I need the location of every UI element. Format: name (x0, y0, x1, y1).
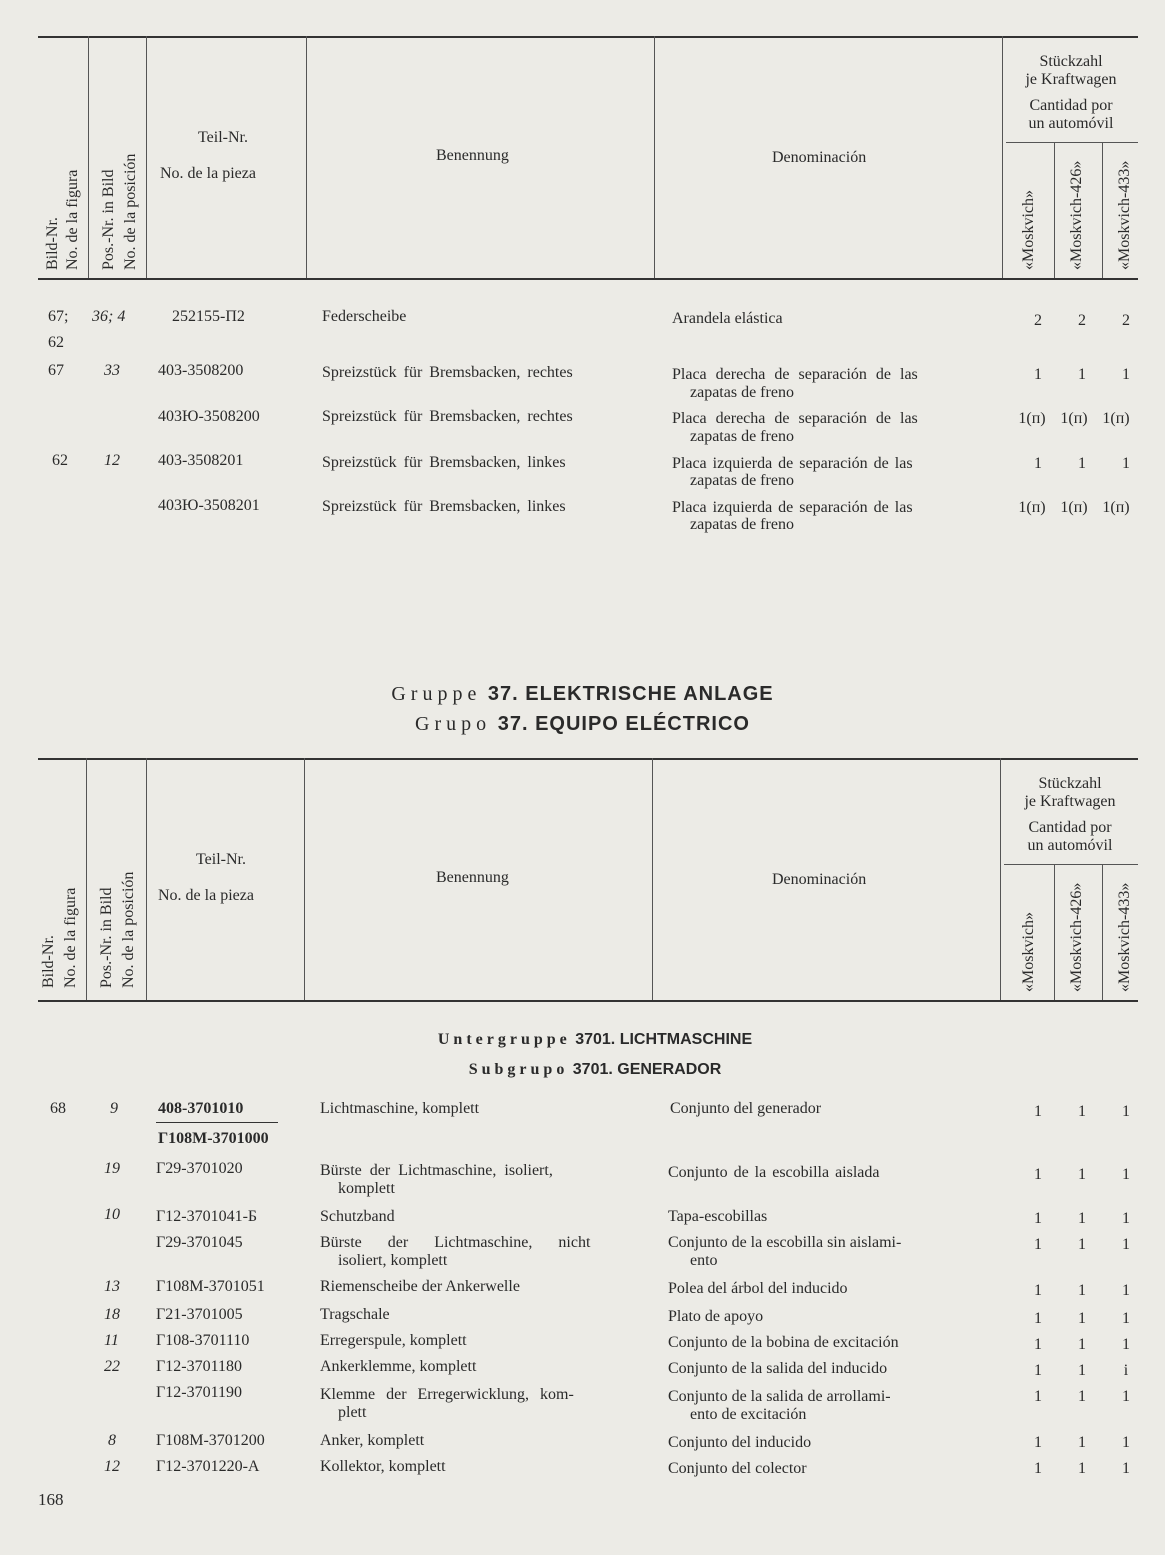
subgroup-name-de: 3701. LICHTMASCHINE (575, 1031, 753, 1048)
stueckzahl-label: Stückzahl (1038, 775, 1102, 792)
no-figura-label: No. de la figura (64, 169, 81, 270)
qty-moskvich-433: 1(п) (1102, 410, 1130, 427)
denominacion-label: Denominación (772, 149, 867, 166)
name-de: Spreizstück für Bremsbacken, rechtes (322, 364, 573, 381)
group-title-es (0, 712, 1165, 736)
name-de: Ankerklemme, komplett (320, 1358, 477, 1375)
no-posicion-label: No. de la posición (120, 871, 137, 988)
qty-moskvich-426: 1 (1078, 455, 1086, 472)
name-es: Placa izquierda de separación de las (672, 455, 913, 472)
qty-moskvich-433: 1(п) (1102, 499, 1130, 516)
qty-moskvich-426: 1 (1078, 1336, 1086, 1353)
no-pieza-label: No. de la pieza (160, 165, 256, 182)
pos-number: 12 (104, 1458, 120, 1475)
pos-number: 10 (104, 1206, 120, 1223)
fig-number-2: 62 (48, 334, 64, 351)
name-de: Klemme der Erregerwicklung, kom- (320, 1386, 574, 1403)
name-es: Placa derecha de separación de las (672, 366, 918, 383)
qty-moskvich: 1 (1034, 1282, 1042, 1299)
qty-moskvich: 1 (1034, 1362, 1042, 1379)
denominacion-label: Denominación (772, 871, 867, 888)
part-number: Г12-3701220-А (156, 1458, 260, 1475)
part-number: Г108-3701110 (156, 1332, 250, 1349)
bild-nr-label: Bild-Nr. (44, 217, 61, 270)
table-header-bottom (38, 758, 1138, 1004)
teil-nr-label: Teil-Nr. (196, 851, 246, 868)
no-pieza-label: No. de la pieza (158, 887, 254, 904)
name-de: Spreizstück für Bremsbacken, rechtes (322, 408, 573, 425)
name-es: Placa izquierda de separación de las (672, 499, 913, 516)
name-de: Tragschale (320, 1306, 390, 1323)
part-number: Г29-3701045 (156, 1234, 243, 1251)
pos-nr-label: Pos.-Nr. in Bild (98, 887, 115, 988)
qty-moskvich-433: 1 (1122, 1336, 1130, 1353)
model-moskvich: «Moskvich» (1020, 912, 1037, 992)
qty-moskvich-433: 1 (1122, 1236, 1130, 1253)
part-number: Г12-3701180 (156, 1358, 242, 1375)
name-es: Tapa-escobillas (668, 1208, 768, 1225)
qty-moskvich-426: 1 (1078, 1210, 1086, 1227)
qty-moskvich: 1 (1034, 1236, 1042, 1253)
name-de: Bürste der Lichtmaschine, nicht (320, 1234, 591, 1251)
name-es: Conjunto de la escobilla sin aislami- (668, 1234, 902, 1251)
name-de: Spreizstück für Bremsbacken, linkes (322, 498, 566, 515)
qty-moskvich: 1 (1034, 1210, 1042, 1227)
qty-moskvich-426: 1 (1078, 1460, 1086, 1477)
name-es-cont: zapatas de freno (690, 516, 794, 533)
qty-moskvich-433: 2 (1122, 312, 1130, 329)
pos-number: 33 (104, 362, 120, 379)
qty-moskvich-433: 1 (1122, 1210, 1130, 1227)
qty-moskvich: 1(п) (1018, 410, 1046, 427)
qty-moskvich-433: 1 (1122, 1388, 1130, 1405)
name-es: Polea del árbol del inducido (668, 1280, 848, 1297)
model-moskvich: «Moskvich» (1020, 190, 1037, 270)
name-de: Anker, komplett (320, 1432, 425, 1449)
name-es: Conjunto de la escobilla aislada (668, 1164, 880, 1181)
group-title-de (0, 682, 1165, 706)
part-divider (156, 1122, 278, 1123)
part-number: Г108М-3701051 (156, 1278, 265, 1295)
part-number-alt: Г108М-3701000 (158, 1130, 269, 1147)
group-name-es: 37. EQUIPO ELÉCTRICO (497, 713, 750, 735)
subgroup-prefix-de: Untergruppe (437, 1031, 571, 1048)
part-number: 252155-П2 (172, 308, 245, 325)
qty-moskvich-433: 1 (1122, 1460, 1130, 1477)
name-es: Conjunto de la salida de arrollami- (668, 1388, 891, 1405)
name-es-cont: ento (690, 1252, 718, 1269)
je-kraftwagen-label: je Kraftwagen (1024, 793, 1116, 810)
pos-number: 19 (104, 1160, 120, 1177)
name-de: Bürste der Lichtmaschine, isoliert, (320, 1162, 553, 1179)
qty-moskvich: 2 (1034, 312, 1042, 329)
name-de: Schutzband (320, 1208, 395, 1225)
group-name-de: 37. ELEKTRISCHE ANLAGE (487, 683, 774, 705)
pos-number: 9 (110, 1100, 118, 1117)
name-de-cont: plett (338, 1404, 367, 1421)
name-es-cont: zapatas de freno (690, 472, 794, 489)
name-es-cont: zapatas de freno (690, 428, 794, 445)
qty-moskvich-426: 1 (1078, 1310, 1086, 1327)
qty-moskvich-426: 1 (1078, 1236, 1086, 1253)
pos-number: 8 (108, 1432, 116, 1449)
name-de-cont: isoliert, komplett (338, 1252, 448, 1269)
part-number: 403Ю-3508201 (158, 497, 260, 514)
part-number: 403-3508200 (158, 362, 244, 379)
part-number: 408-3701010 (158, 1100, 244, 1117)
qty-moskvich-433: 1 (1122, 1103, 1130, 1120)
qty-moskvich: 1 (1034, 366, 1042, 383)
pos-number: 13 (104, 1278, 120, 1295)
je-kraftwagen-label: je Kraftwagen (1025, 71, 1117, 88)
qty-moskvich: 1 (1034, 1460, 1042, 1477)
part-number: Г12-3701041-Б (156, 1208, 258, 1225)
part-number: Г21-3701005 (156, 1306, 243, 1323)
fig-number: 67; (48, 308, 69, 325)
model-moskvich-433: «Moskvich-433» (1116, 160, 1133, 270)
qty-moskvich: 1 (1034, 1103, 1042, 1120)
qty-moskvich-426: 2 (1078, 312, 1086, 329)
qty-moskvich: 1 (1034, 1388, 1042, 1405)
part-number: Г12-3701190 (156, 1384, 242, 1401)
qty-moskvich-426: 1 (1078, 1282, 1086, 1299)
model-moskvich-426: «Moskvich-426» (1068, 882, 1085, 992)
name-es-cont: ento de excitación (690, 1406, 807, 1423)
name-es-cont: zapatas de freno (690, 384, 794, 401)
fig-number: 62 (52, 452, 68, 469)
name-es: Plato de apoyo (668, 1308, 764, 1325)
qty-moskvich-433: 1 (1122, 1310, 1130, 1327)
name-de: Federscheibe (322, 308, 407, 325)
table-header-top (38, 36, 1138, 280)
qty-moskvich-433: 1 (1122, 1166, 1130, 1183)
qty-moskvich-426: 1(п) (1060, 499, 1088, 516)
page-number: 168 (38, 1490, 64, 1509)
qty-moskvich-433: 1 (1122, 1434, 1130, 1451)
qty-moskvich-426: 1 (1078, 1362, 1086, 1379)
qty-moskvich: 1(п) (1018, 499, 1046, 516)
qty-moskvich-433: 1 (1122, 366, 1130, 383)
name-de: Spreizstück für Bremsbacken, linkes (322, 454, 566, 471)
name-es: Conjunto del inducido (668, 1434, 812, 1451)
benennung-label: Benennung (436, 869, 509, 886)
fig-number: 68 (50, 1100, 66, 1117)
teil-nr-label: Teil-Nr. (198, 129, 248, 146)
part-number: 403Ю-3508200 (158, 408, 260, 425)
qty-moskvich-433: 1 (1122, 1282, 1130, 1299)
name-es: Conjunto de la bobina de excitación (668, 1334, 899, 1351)
qty-moskvich-426: 1 (1078, 1434, 1086, 1451)
qty-moskvich: 1 (1034, 455, 1042, 472)
un-automovil-label: un automóvil (1028, 115, 1114, 132)
bild-nr-label: Bild-Nr. (40, 935, 57, 988)
pos-nr-label: Pos.-Nr. in Bild (100, 169, 117, 270)
pos-number: 18 (104, 1306, 120, 1323)
group-prefix-de: Gruppe (391, 683, 482, 705)
pos-number: 11 (104, 1332, 119, 1349)
part-number: 403-3508201 (158, 452, 244, 469)
subgroup-title-de (0, 1030, 1165, 1050)
subgroup-name-es: 3701. GENERADOR (572, 1061, 722, 1078)
qty-moskvich-426: 1 (1078, 1166, 1086, 1183)
stueckzahl-label: Stückzahl (1039, 53, 1103, 70)
no-figura-label: No. de la figura (62, 887, 79, 988)
qty-moskvich: 1 (1034, 1166, 1042, 1183)
pos-number: 36; 4 (92, 308, 126, 325)
cantidad-label: Cantidad por (1029, 97, 1113, 114)
qty-moskvich: 1 (1034, 1434, 1042, 1451)
name-de: Erregerspule, komplett (320, 1332, 467, 1349)
benennung-label: Benennung (436, 147, 509, 164)
qty-moskvich-433: 1 (1122, 455, 1130, 472)
fig-number: 67 (48, 362, 64, 379)
qty-moskvich-426: 1 (1078, 1103, 1086, 1120)
pos-number: 22 (104, 1358, 120, 1375)
part-number: Г29-3701020 (156, 1160, 243, 1177)
pos-number: 12 (104, 452, 120, 469)
subgroup-title-es (0, 1060, 1165, 1080)
name-de-cont: komplett (338, 1180, 395, 1197)
cantidad-label: Cantidad por (1028, 819, 1112, 836)
qty-moskvich: 1 (1034, 1336, 1042, 1353)
qty-moskvich-433: i (1123, 1362, 1129, 1379)
part-number: Г108М-3701200 (156, 1432, 265, 1449)
un-automovil-label: un automóvil (1027, 837, 1113, 854)
qty-moskvich-426: 1 (1078, 1388, 1086, 1405)
model-moskvich-433: «Moskvich-433» (1116, 882, 1133, 992)
qty-moskvich-426: 1 (1078, 366, 1086, 383)
name-es: Conjunto del generador (670, 1100, 822, 1117)
qty-moskvich-426: 1(п) (1060, 410, 1088, 427)
name-es: Conjunto de la salida del inducido (668, 1360, 888, 1377)
name-de: Kollektor, komplett (320, 1458, 446, 1475)
no-posicion-label: No. de la posición (122, 153, 139, 270)
qty-moskvich: 1 (1034, 1310, 1042, 1327)
name-es: Arandela elástica (672, 310, 783, 327)
model-moskvich-426: «Moskvich-426» (1068, 160, 1085, 270)
name-es: Placa derecha de separación de las (672, 410, 918, 427)
subgroup-prefix-es: Subgrupo (468, 1061, 569, 1078)
name-es: Conjunto del colector (668, 1460, 807, 1477)
group-prefix-es: Grupo (415, 713, 492, 735)
name-de: Riemenscheibe der Ankerwelle (320, 1278, 520, 1295)
name-de: Lichtmaschine, komplett (320, 1100, 480, 1117)
